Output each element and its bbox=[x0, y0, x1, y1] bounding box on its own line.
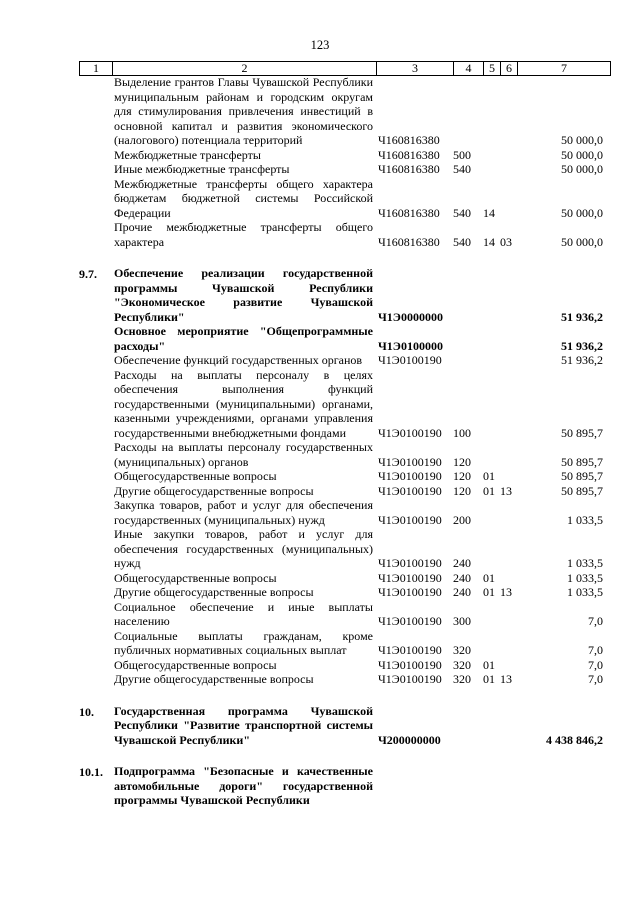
table-row bbox=[79, 585, 610, 600]
row-number bbox=[79, 527, 112, 571]
row-number bbox=[79, 469, 112, 484]
table-row bbox=[79, 177, 610, 221]
subsection-code: 13 bbox=[500, 585, 512, 599]
classification-code: Ч160816380 bbox=[378, 162, 440, 176]
subsection-code bbox=[500, 177, 517, 221]
item-name: Выделение грантов Главы Чувашской Республики муниципальным районам и городским округам для стимулирования привлечения инвестиций в основной капитал и развития экономического (налогового) потенциала территорий bbox=[114, 75, 373, 147]
item-name: Общегосударственные вопросы bbox=[114, 469, 277, 483]
subsection-code bbox=[500, 600, 517, 629]
table-row bbox=[79, 629, 610, 658]
section-code: 14 bbox=[483, 205, 495, 220]
row-number bbox=[79, 440, 112, 469]
subsection-code: 13 bbox=[500, 483, 512, 498]
section-code: 01 bbox=[483, 483, 495, 498]
section-code: 01 bbox=[483, 657, 495, 672]
table-row bbox=[79, 571, 610, 586]
amount-value: 1 033,5 bbox=[567, 556, 603, 570]
subsection-code bbox=[500, 324, 517, 353]
row-number bbox=[79, 368, 112, 441]
subsection-code bbox=[500, 629, 517, 658]
row-number bbox=[79, 177, 112, 221]
item-name: Межбюджетные трансферты bbox=[114, 147, 261, 162]
expense-type-code bbox=[453, 704, 483, 748]
amount-value: 51 936,2 bbox=[561, 353, 603, 367]
page-number: 123 bbox=[310, 38, 330, 52]
row-spacer bbox=[79, 747, 610, 764]
budget-table-body bbox=[79, 75, 610, 808]
subsection-code bbox=[500, 368, 517, 441]
section-code bbox=[483, 440, 500, 469]
classification-code: Ч1Э0100190 bbox=[378, 556, 442, 570]
table-row bbox=[79, 353, 610, 368]
row-number: 9.7. bbox=[79, 267, 97, 281]
row-number bbox=[79, 629, 112, 658]
row-number bbox=[79, 571, 112, 586]
row-spacer bbox=[79, 249, 610, 266]
column-header: 3 bbox=[377, 62, 454, 76]
expense-type-code bbox=[453, 75, 483, 148]
column-header: 6 bbox=[501, 62, 518, 76]
amount-value: 4 438 846,2 bbox=[546, 732, 603, 747]
section-code bbox=[483, 368, 500, 441]
classification-code: Ч1Э0100190 bbox=[378, 614, 442, 628]
subsection-code bbox=[500, 266, 517, 324]
expense-type-code: 120 bbox=[453, 483, 471, 498]
classification-code: Ч160816380 bbox=[378, 133, 440, 147]
row-number bbox=[79, 162, 112, 177]
row-number bbox=[79, 324, 112, 353]
table-row bbox=[79, 440, 610, 469]
item-name: Другие общегосударственные вопросы bbox=[114, 483, 314, 498]
table-row bbox=[79, 484, 610, 499]
classification-code: Ч1Э0100190 bbox=[378, 585, 442, 599]
table-row bbox=[79, 498, 610, 527]
classification-code: Ч1Э0100190 bbox=[378, 454, 442, 469]
item-name: Социальное обеспечение и иные выплаты населению bbox=[114, 599, 373, 628]
amount-value bbox=[517, 764, 610, 808]
expense-type-code bbox=[453, 324, 483, 353]
classification-code: Ч1Э0100190 bbox=[378, 657, 442, 672]
section-code bbox=[483, 148, 500, 163]
expense-type-code: 540 bbox=[453, 205, 471, 220]
classification-code: Ч1Э0100190 bbox=[378, 483, 442, 498]
expense-type-code bbox=[453, 266, 483, 324]
classification-code: Ч1Э0100000 bbox=[378, 338, 443, 353]
amount-value: 50 895,7 bbox=[561, 483, 603, 498]
subsection-code bbox=[500, 353, 517, 368]
amount-value: 7,0 bbox=[588, 614, 603, 628]
row-number bbox=[79, 585, 112, 600]
amount-value: 7,0 bbox=[588, 657, 603, 672]
row-number bbox=[79, 658, 112, 673]
section-code: 01 bbox=[483, 585, 495, 599]
column-header: 4 bbox=[454, 62, 484, 76]
expense-type-code: 200 bbox=[453, 512, 471, 527]
amount-value: 7,0 bbox=[588, 643, 603, 657]
section-code bbox=[483, 353, 500, 368]
item-name: Иные закупки товаров, работ и услуг для обеспечения государственных (муниципальных) нужд bbox=[114, 527, 373, 570]
amount-value: 50 000,0 bbox=[561, 162, 603, 176]
column-header: 7 bbox=[518, 62, 611, 76]
subsection-code: 13 bbox=[500, 672, 512, 686]
subsection-code bbox=[500, 148, 517, 163]
amount-value: 50 895,7 bbox=[561, 425, 603, 440]
expense-type-code: 120 bbox=[453, 469, 471, 483]
column-header-table bbox=[79, 61, 611, 76]
section-code bbox=[483, 527, 500, 571]
amount-value: 50 000,0 bbox=[561, 205, 603, 220]
table-row bbox=[79, 368, 610, 441]
amount-value: 50 895,7 bbox=[561, 454, 603, 469]
expense-type-code: 240 bbox=[453, 556, 471, 570]
classification-code: Ч1Э0100190 bbox=[378, 643, 442, 657]
item-name: Общегосударственные вопросы bbox=[114, 570, 277, 585]
amount-value: 51 936,2 bbox=[561, 309, 603, 324]
table-row bbox=[79, 527, 610, 571]
table-row bbox=[79, 75, 610, 148]
item-name: Межбюджетные трансферты общего характера бюджетам бюджетной системы Российской Федерации bbox=[114, 176, 373, 220]
classification-code: Ч160816380 bbox=[378, 205, 440, 220]
section-code bbox=[483, 75, 500, 148]
column-header-row bbox=[80, 62, 611, 76]
table-row bbox=[79, 324, 610, 353]
expense-type-code: 240 bbox=[453, 585, 471, 599]
subsection-code bbox=[500, 527, 517, 571]
classification-code: Ч1Э0100190 bbox=[378, 512, 442, 527]
table-row bbox=[79, 266, 610, 324]
item-name: Расходы на выплаты персоналу в целях обеспечения выполнения функций государственными (муниципальными) органами, казенными учреждениями, органами управления государственными внебюджетными фондами bbox=[114, 367, 373, 440]
table-row bbox=[79, 600, 610, 629]
row-number bbox=[79, 353, 112, 368]
subsection-code bbox=[500, 571, 517, 586]
amount-value: 7,0 bbox=[588, 672, 603, 686]
subsection-code bbox=[500, 498, 517, 527]
row-number bbox=[79, 148, 112, 163]
item-name: Государственная программа Чувашской Республики "Развитие транспортной системы Чувашской Республики" bbox=[114, 703, 373, 747]
classification-code bbox=[376, 764, 453, 808]
expense-type-code bbox=[453, 764, 483, 808]
row-number: 10.1. bbox=[79, 765, 103, 779]
section-code bbox=[483, 498, 500, 527]
expense-type-code: 500 bbox=[453, 147, 471, 162]
item-name: Расходы на выплаты персоналу государственных (муниципальных) органов bbox=[114, 440, 373, 469]
item-name: Подпрограмма "Безопасные и качественные автомобильные дороги" государственной программы Чувашской Республики bbox=[114, 764, 373, 807]
classification-code: Ч200000000 bbox=[378, 732, 441, 747]
subsection-code bbox=[500, 704, 517, 748]
expense-type-code: 240 bbox=[453, 570, 471, 585]
item-name: Обеспечение реализации государственной программы Чувашской Республики "Экономическое развитие Чувашской Республики" bbox=[114, 266, 373, 324]
section-code bbox=[483, 162, 500, 177]
row-number bbox=[79, 672, 112, 687]
section-code bbox=[483, 704, 500, 748]
row-spacer bbox=[79, 687, 610, 704]
amount-value: 50 895,7 bbox=[561, 469, 603, 483]
section-code bbox=[483, 266, 500, 324]
expense-type-code: 320 bbox=[453, 672, 471, 686]
table-row bbox=[79, 658, 610, 673]
section-code: 01 bbox=[483, 570, 495, 585]
classification-code: Ч1Э0100190 bbox=[378, 672, 442, 686]
amount-value: 1 033,5 bbox=[567, 570, 603, 585]
column-header: 2 bbox=[113, 62, 377, 76]
classification-code: Ч1Э0100190 bbox=[378, 469, 442, 483]
item-name: Социальные выплаты гражданам, кроме публичных нормативных социальных выплат bbox=[114, 628, 373, 657]
expense-type-code: 540 bbox=[453, 234, 471, 249]
table-row bbox=[79, 162, 610, 177]
classification-code: Ч1Э0100190 bbox=[378, 570, 442, 585]
subsection-code bbox=[500, 162, 517, 177]
amount-value: 51 936,2 bbox=[561, 338, 603, 353]
section-code bbox=[483, 600, 500, 629]
table-row bbox=[79, 704, 610, 748]
subsection-code bbox=[500, 75, 517, 148]
row-number bbox=[79, 220, 112, 249]
item-name: Основное мероприятие "Общепрограммные расходы" bbox=[114, 324, 373, 353]
row-number: 10. bbox=[79, 704, 94, 719]
row-number bbox=[79, 600, 112, 629]
section-code bbox=[483, 629, 500, 658]
item-name: Обеспечение функций государственных органов bbox=[114, 353, 363, 367]
expense-type-code: 120 bbox=[453, 454, 471, 469]
expense-type-code: 300 bbox=[453, 614, 471, 628]
expense-type-code bbox=[453, 353, 483, 368]
table-row bbox=[79, 220, 610, 249]
item-name: Другие общегосударственные вопросы bbox=[114, 585, 314, 599]
section-code: 01 bbox=[483, 469, 495, 483]
table-row bbox=[79, 148, 610, 163]
amount-value: 50 000,0 bbox=[561, 147, 603, 162]
column-header: 1 bbox=[80, 62, 113, 76]
section-code: 14 bbox=[483, 234, 495, 249]
table-row bbox=[79, 672, 610, 687]
row-number bbox=[79, 484, 112, 499]
section-code: 01 bbox=[483, 672, 495, 686]
subsection-code: 03 bbox=[500, 234, 512, 249]
classification-code: Ч160816380 bbox=[378, 147, 440, 162]
classification-code: Ч1Э0100190 bbox=[378, 353, 442, 367]
section-code bbox=[483, 324, 500, 353]
subsection-code bbox=[500, 440, 517, 469]
column-header: 5 bbox=[484, 62, 501, 76]
item-name: Другие общегосударственные вопросы bbox=[114, 672, 314, 686]
expense-type-code: 320 bbox=[453, 657, 471, 672]
subsection-code bbox=[500, 469, 517, 484]
expense-type-code: 540 bbox=[453, 162, 471, 176]
classification-code: Ч1Э0100190 bbox=[378, 425, 442, 440]
row-number bbox=[79, 75, 112, 148]
item-name: Иные межбюджетные трансферты bbox=[114, 162, 290, 176]
budget-table bbox=[79, 75, 610, 808]
item-name: Общегосударственные вопросы bbox=[114, 657, 277, 672]
section-code bbox=[483, 764, 500, 808]
table-row bbox=[79, 764, 610, 808]
item-name: Закупка товаров, работ и услуг для обеспечения государственных (муниципальных) нужд bbox=[114, 498, 373, 527]
amount-value: 1 033,5 bbox=[567, 585, 603, 599]
expense-type-code: 320 bbox=[453, 643, 471, 657]
item-name: Прочие межбюджетные трансферты общего характера bbox=[114, 220, 373, 249]
subsection-code bbox=[500, 764, 517, 808]
amount-value: 50 000,0 bbox=[561, 133, 603, 147]
classification-code: Ч1Э0000000 bbox=[378, 309, 443, 324]
subsection-code bbox=[500, 658, 517, 673]
table-row bbox=[79, 469, 610, 484]
row-number bbox=[79, 498, 112, 527]
expense-type-code: 100 bbox=[453, 425, 471, 440]
classification-code: Ч160816380 bbox=[378, 234, 440, 249]
amount-value: 1 033,5 bbox=[567, 512, 603, 527]
amount-value: 50 000,0 bbox=[561, 234, 603, 249]
